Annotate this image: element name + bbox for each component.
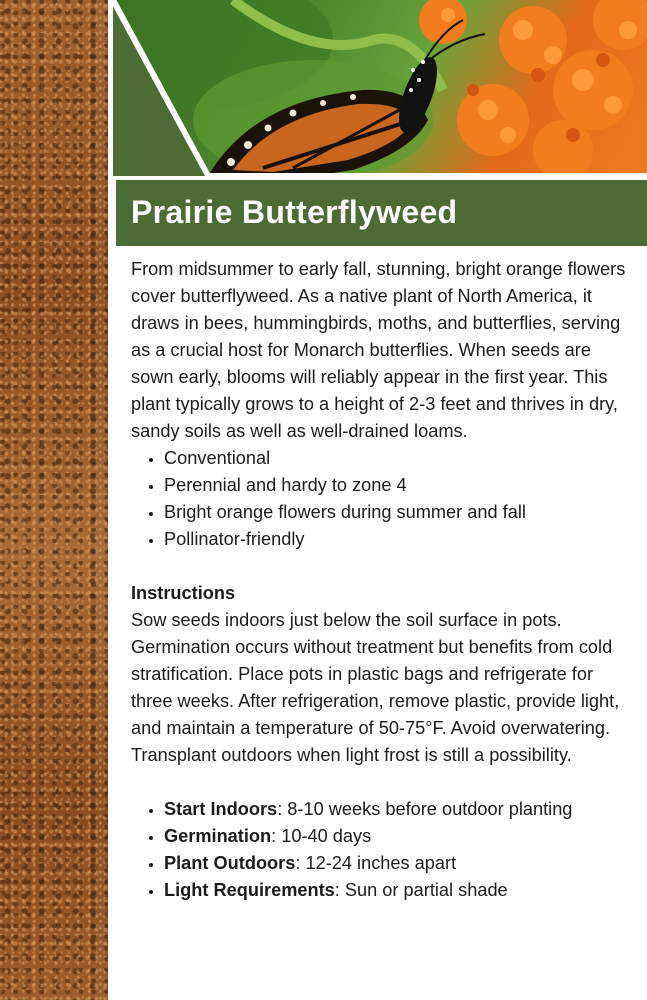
spec-item [164, 796, 637, 823]
feature-item: • Conventional [164, 445, 637, 472]
feature-item: • Bright orange flowers during summer and fall [164, 499, 637, 526]
spec-item [164, 877, 637, 904]
content-body [131, 256, 637, 904]
spec-value: : 10-40 days [271, 826, 372, 846]
feature-item: • Perennial and hardy to zone 4 [164, 472, 637, 499]
spec-value: : Sun or partial shade [334, 880, 508, 900]
instructions-paragraph: Sow seeds indoors just below the soil surface in pots. Germination occurs without treatment but benefits from cold stratification. Place pots in plastic bags and refrigerate for three weeks. After refrigeration, remove plastic, provide light, and maintain a temperature of 50-75°F. Avoid overwatering. Transplant outdoors when light frost is still a possibility. [131, 610, 620, 765]
feature-list [131, 445, 637, 553]
butterfly-flower-illustration [113, 0, 647, 176]
spec-label: Germination [164, 826, 272, 846]
spec-item [164, 850, 637, 877]
butterfly-photo [113, 0, 647, 176]
spec-item [164, 823, 637, 850]
spec-label: Plant Outdoors [164, 853, 296, 873]
spec-label: Light Requirements [164, 880, 335, 900]
instructions-heading: Instructions [131, 583, 236, 603]
spec-label: Start Indoors [164, 799, 278, 819]
spec-value: : 8-10 weeks before outdoor planting [277, 799, 573, 819]
page-title: Prairie Butterflyweed [131, 194, 458, 230]
spec-value: : 12-24 inches apart [295, 853, 457, 873]
soil-texture-strip [0, 0, 111, 1000]
spec-list [131, 796, 637, 904]
feature-item: • Pollinator-friendly [164, 526, 637, 553]
description-paragraph: From midsummer to early fall, stunning, bright orange flowers cover butterflyweed. As a native plant of North America, it draws in bees, hummingbirds, moths, and butterflies, serving as a crucial host for Monarch butterflies. When seeds are sown early, blooms will reliably appear in the first year. This plant typically grows to a height of 2-3 feet and thrives in dry, sandy soils as well as well-drained loams. [131, 259, 626, 441]
